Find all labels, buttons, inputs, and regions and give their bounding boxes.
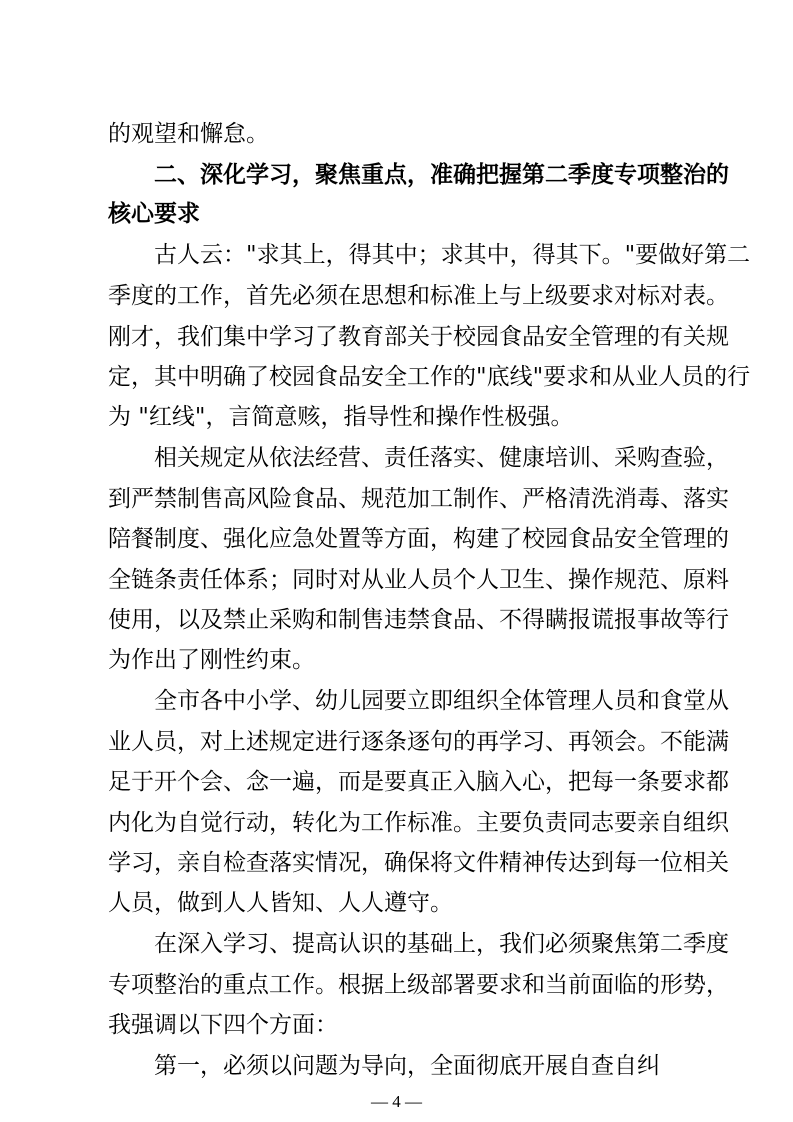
paragraph-4-line-3: 我强调以下四个方面：: [108, 1012, 338, 1038]
paragraph-1-line-3: 刚才，我们集中学习了教育部关于校园食品安全管理的有关规: [108, 324, 729, 350]
paragraph-1-line-4: 定，其中明确了校园食品安全工作的"底线"要求和从业人员的行: [108, 364, 751, 390]
paragraph-2-line-5: 使用，以及禁止采购和制售违禁食品、不得瞒报谎报事故等行: [108, 607, 729, 633]
paragraph-5-line-1: 第一，必须以问题为导向，全面彻底开展自查自纠: [154, 1053, 660, 1079]
paragraph-1-line-2: 季度的工作，首先必须在思想和标准上与上级要求对标对表。: [108, 283, 729, 309]
paragraph-3-line-5: 学习，亲自检查落实情况，确保将文件精神传达到每一位相关: [108, 850, 729, 876]
paragraph-4-line-1: 在深入学习、提高认识的基础上，我们必须聚焦第二季度: [154, 931, 729, 957]
paragraph-2-line-4: 全链条责任体系；同时对从业人员个人卫生、操作规范、原料: [108, 567, 729, 593]
paragraph-3-line-6: 人员，做到人人皆知、人人遵守。: [108, 890, 453, 916]
paragraph-3-line-1: 全市各中小学、幼儿园要立即组织全体管理人员和食堂从: [154, 688, 729, 714]
section-heading-line-2: 核心要求: [108, 201, 200, 227]
paragraph-4-line-2: 专项整治的重点工作。根据上级部署要求和当前面临的形势，: [108, 972, 729, 998]
paragraph-1-line-5: 为 "红线"，言简意赅，指导性和操作性极强。: [108, 404, 574, 430]
paragraph-tail-line: 的观望和懈怠。: [108, 121, 269, 147]
section-heading-line-1: 二、深化学习，聚焦重点，准确把握第二季度专项整治的: [154, 162, 729, 188]
paragraph-2-line-1: 相关规定从依法经营、责任落实、健康培训、采购查验，: [154, 445, 729, 471]
paragraph-3-line-3: 足于开个会、念一遍，而是要真正入脑入心，把每一条要求都: [108, 769, 729, 795]
paragraph-2-line-3: 陪餐制度、强化应急处置等方面，构建了校园食品安全管理的: [108, 526, 729, 552]
paragraph-2-line-6: 为作出了刚性约束。: [108, 647, 315, 673]
page-number: — 4 —: [371, 1092, 422, 1111]
paragraph-1-line-1: 古人云："求其上，得其中；求其中，得其下。"要做好第二: [154, 242, 751, 268]
paragraph-2-line-2: 到严禁制售高风险食品、规范加工制作、严格清洗消毒、落实: [108, 486, 729, 512]
paragraph-3-line-4: 内化为自觉行动，转化为工作标准。主要负责同志要亲自组织: [108, 810, 729, 836]
paragraph-3-line-2: 业人员，对上述规定进行逐条逐句的再学习、再领会。不能满: [108, 729, 729, 755]
